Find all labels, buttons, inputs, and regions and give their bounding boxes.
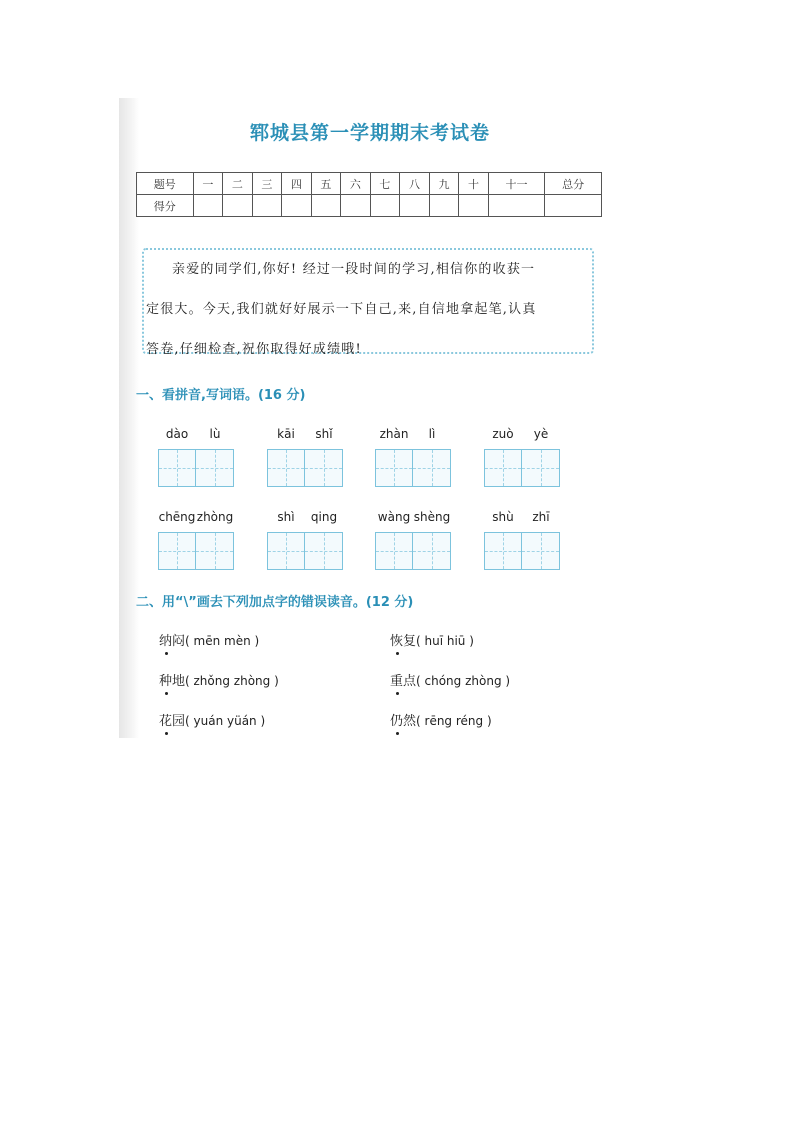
pinyin-syllable: lù <box>209 427 221 441</box>
pronunciation-options[interactable]: ( yuán yüán ) <box>185 714 266 728</box>
score-cell[interactable] <box>311 195 341 217</box>
emphasis-dot <box>396 732 399 735</box>
writing-box[interactable] <box>484 532 522 570</box>
score-cell[interactable] <box>488 195 545 217</box>
pinyin-group <box>375 510 455 570</box>
item-word: 花园 <box>159 714 185 729</box>
writing-box[interactable] <box>484 449 522 487</box>
score-header-cell: 十一 <box>488 173 545 195</box>
score-cell[interactable] <box>459 195 489 217</box>
item-word: 纳闷 <box>159 634 185 649</box>
pronunciation-options[interactable]: ( mēn mèn ) <box>185 634 260 648</box>
pinyin-syllable: lì <box>428 427 436 441</box>
pinyin-syllable: zhàn <box>379 427 409 441</box>
pronunciation-options[interactable]: ( zhǒng zhòng ) <box>185 674 279 688</box>
writing-box[interactable] <box>522 449 560 487</box>
pronunciation-options[interactable]: ( chóng zhòng ) <box>416 674 511 688</box>
writing-box[interactable] <box>158 532 196 570</box>
score-cell[interactable] <box>341 195 371 217</box>
notice-line: 亲爱的同学们,你好! 经过一段时间的学习,相信你的收获一 <box>172 262 536 277</box>
writing-box[interactable] <box>413 532 451 570</box>
pinyin-syllable: dào <box>165 427 189 441</box>
pinyin-syllable: shì <box>277 510 295 524</box>
score-header-cell: 五 <box>311 173 341 195</box>
score-header-cell: 总分 <box>545 173 602 195</box>
emphasis-dot <box>165 692 168 695</box>
pinyin-group <box>484 510 564 570</box>
pronunciation-item <box>390 670 510 689</box>
pinyin-syllable: qing <box>310 510 338 524</box>
pinyin-group <box>375 427 455 487</box>
emphasis-dot <box>165 732 168 735</box>
writing-box[interactable] <box>305 449 343 487</box>
score-table-header-row <box>137 173 602 195</box>
score-cell[interactable] <box>545 195 602 217</box>
section2-heading: 二、用“\”画去下列加点字的错误读音。(12 分) <box>136 595 414 610</box>
emphasis-dot <box>165 652 168 655</box>
notice-line: 定很大。今天,我们就好好展示一下自己,来,自信地拿起笔,认真 <box>146 302 537 317</box>
pinyin-group <box>484 427 564 487</box>
writing-box[interactable] <box>267 532 305 570</box>
item-word: 重点 <box>390 674 416 689</box>
pronunciation-item <box>159 630 259 649</box>
writing-box[interactable] <box>196 449 234 487</box>
score-cell[interactable] <box>400 195 430 217</box>
pinyin-group <box>267 427 347 487</box>
pinyin-syllable: zuò <box>492 427 514 441</box>
score-header-cell: 九 <box>429 173 459 195</box>
pronunciation-item <box>159 670 279 689</box>
pinyin-group <box>158 427 238 487</box>
greeting-notice <box>142 248 594 357</box>
pinyin-syllable: shù <box>492 510 514 524</box>
writing-box[interactable] <box>522 532 560 570</box>
score-header-cell: 六 <box>341 173 371 195</box>
pronunciation-options[interactable]: ( huī hiū ) <box>416 634 474 648</box>
item-word: 种地 <box>159 674 185 689</box>
pinyin-syllable: zhòng <box>196 510 234 524</box>
score-row-label: 得分 <box>137 195 194 217</box>
score-header-cell: 七 <box>370 173 400 195</box>
pronunciation-item <box>159 710 265 729</box>
score-header-cell: 题号 <box>137 173 194 195</box>
score-cell[interactable] <box>370 195 400 217</box>
pinyin-syllable: wàng <box>377 510 411 524</box>
score-header-cell: 二 <box>223 173 253 195</box>
pronunciation-item <box>390 630 474 649</box>
emphasis-dot <box>396 692 399 695</box>
exam-title: 郓城县第一学期期末考试卷 <box>249 122 490 144</box>
pinyin-syllable: zhī <box>532 510 550 524</box>
pinyin-syllable: kāi <box>277 427 295 441</box>
section1-heading: 一、看拼音,写词语。(16 分) <box>136 388 306 403</box>
writing-box[interactable] <box>375 532 413 570</box>
pinyin-group <box>158 510 238 570</box>
pinyin-syllable: yè <box>533 427 549 441</box>
writing-box[interactable] <box>158 449 196 487</box>
pinyin-syllable: shǐ <box>315 427 333 441</box>
writing-box[interactable] <box>196 532 234 570</box>
score-header-cell: 十 <box>459 173 489 195</box>
emphasis-dot <box>396 652 399 655</box>
writing-box[interactable] <box>267 449 305 487</box>
pinyin-syllable: chēng <box>158 510 196 524</box>
pinyin-group <box>267 510 347 570</box>
writing-box[interactable] <box>305 532 343 570</box>
pronunciation-options[interactable]: ( rēng réng ) <box>416 714 492 728</box>
score-cell[interactable] <box>429 195 459 217</box>
pronunciation-item <box>390 710 492 729</box>
score-header-cell: 三 <box>252 173 282 195</box>
notice-line: 答卷,仔细检查,祝你取得好成绩哦! <box>146 342 362 357</box>
score-cell[interactable] <box>193 195 223 217</box>
score-cell[interactable] <box>252 195 282 217</box>
pinyin-syllable: shèng <box>413 510 451 524</box>
writing-box[interactable] <box>413 449 451 487</box>
score-cell[interactable] <box>282 195 312 217</box>
writing-box[interactable] <box>375 449 413 487</box>
score-table-score-row <box>137 195 602 217</box>
score-table <box>136 172 602 217</box>
score-header-cell: 四 <box>282 173 312 195</box>
score-header-cell: 一 <box>193 173 223 195</box>
score-cell[interactable] <box>223 195 253 217</box>
score-header-cell: 八 <box>400 173 430 195</box>
item-word: 仍然 <box>390 714 416 729</box>
item-word: 恢复 <box>390 634 416 649</box>
